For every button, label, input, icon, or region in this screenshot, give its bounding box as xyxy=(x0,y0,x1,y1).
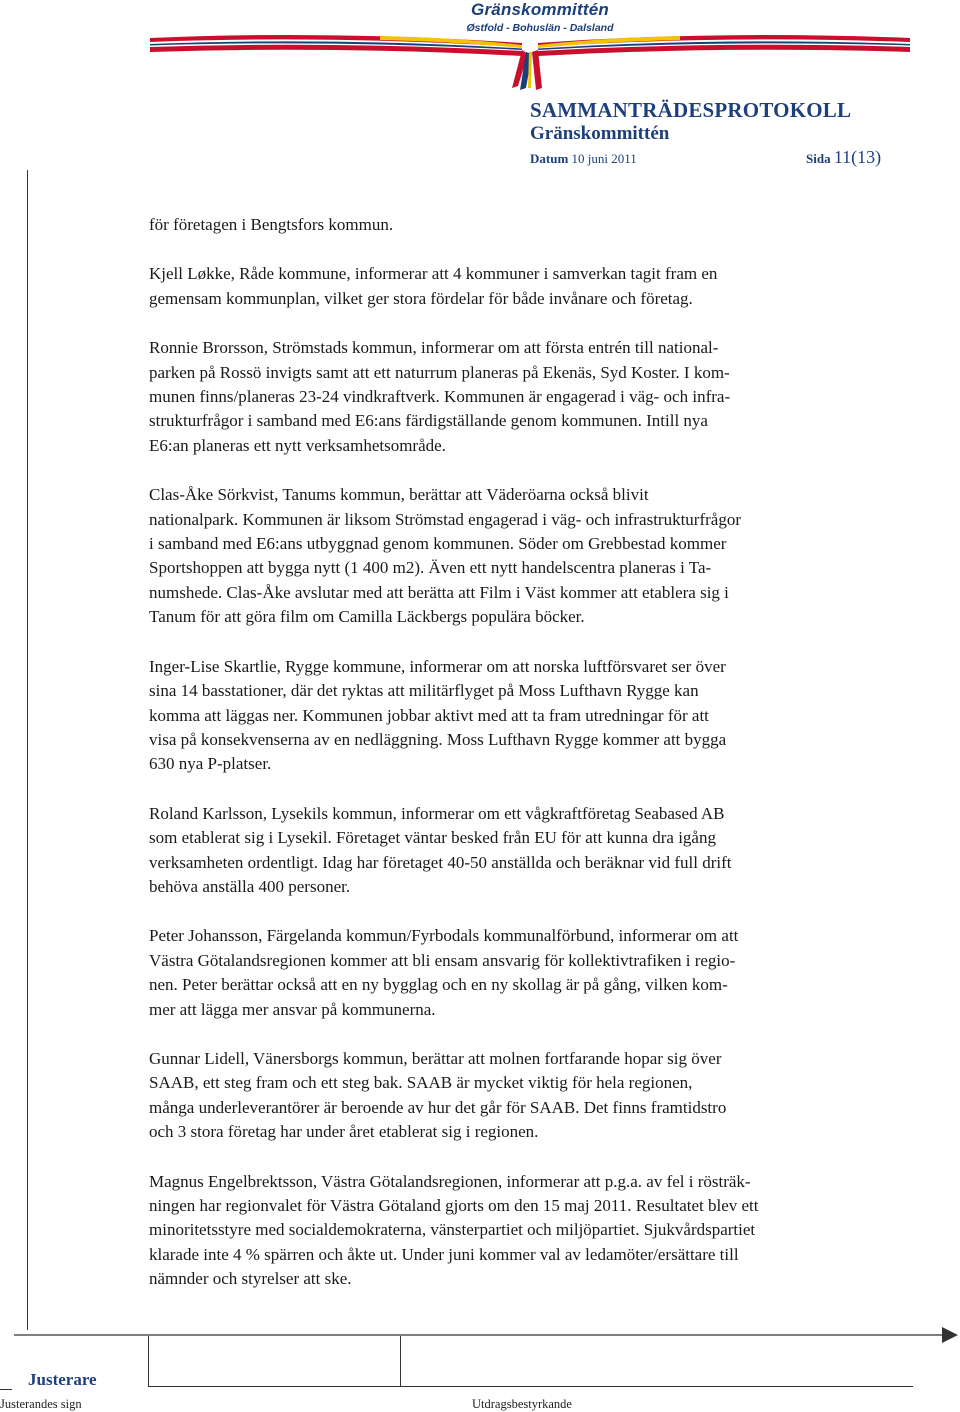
paragraph: Ronnie Brorsson, Strömstads kommun, informerar om att första entrén till national- parken på Rossö invigts samt att ett naturrum planeras på Ekenäs, Syd Koster. I kom- munen finns/planeras 23-24 vindkraftverk. Kommunen är engagerad i väg- och infra- strukturfrågor i samband med E6:ans färdigställande genom kommunen. Intill nya E6:an planeras ett nytt verksamhetsområde. xyxy=(149,338,731,455)
footer-bottom-line xyxy=(148,1386,913,1387)
paragraph: Magnus Engelbrektsson, Västra Götalandsregionen, informerar att p.g.a. av fel i rösträk- ningen har regionvalet för Västra Götaland gjorts om den 15 maj 2011. Resultatet blev ett minoritetsstyre med socialdemokraterna, vänsterpartiet och miljöpartiet. Sjukvårdspartiet klarade inte 4 % spärren och åkte ut. Under juni kommer val av ledamöter/ersättare till nämnder och styrelser att ske. xyxy=(149,1171,759,1289)
paragraph: Gunnar Lidell, Vänersborgs kommun, berättar att molnen fortfarande hopar sig över SAAB, ett steg fram och ett steg bak. SAAB är mycket viktig för hela regionen, många underleverantörer är beroende av hur det går för SAAB. Det finns framtidstro och 3 stora företag har under året etablerat sig i regionen. xyxy=(149,1048,727,1142)
paragraph: Clas-Åke Sörkvist, Tanums kommun, berättar att Väderöarna också blivit nationalpark. Kommunen är liksom Strömstad engagerad i väg- och infrastrukturfrågor i samband med E6:ans utbyggnad genom kommunen. Söder om Grebbestad kommer Sportshoppen att bygga nytt (1 400 m2). Även ett nytt handelscentra planeras i Ta- numshede. Clas-Åke avslutar med att berätta att Film i Väst kommer att etablera sig i Tanum för att göra film om Camilla Läckbergs populära böcker. xyxy=(149,485,741,627)
page-number xyxy=(806,147,881,168)
paragraph: Roland Karlsson, Lysekils kommun, informerar om ett vågkraftföretag Seabased AB som etablerat sig i Lysekil. Företaget väntar besked från EU för att kunna dra igång verksamheten ordentligt. Idag har företaget 40-50 anställda och beräknar vid full drift behöva anställa 400 personer. xyxy=(149,803,732,896)
document-title: SAMMANTRÄDESPROTOKOLL xyxy=(530,98,852,122)
page-label: Sida xyxy=(806,151,831,166)
meeting-date xyxy=(530,151,637,167)
logo-title: Gränskommittén xyxy=(471,0,609,19)
justerandes-sign-label: Justerandes sign xyxy=(0,1397,82,1411)
gransskommitten-logo xyxy=(150,0,910,95)
left-margin-line xyxy=(27,170,28,1330)
utdragsbestyrkande-label: Utdragsbestyrkande xyxy=(472,1397,572,1411)
page-value: 11(13) xyxy=(833,147,882,167)
organization-name: Gränskommittén xyxy=(530,123,670,144)
date-value: 10 juni 2011 xyxy=(571,151,637,166)
logo-subtitle: Østfold - Bohuslän - Dalsland xyxy=(466,22,614,34)
footer-divider-mid xyxy=(400,1336,401,1386)
paragraph: för företagen i Bengtsfors kommun. xyxy=(149,215,394,234)
footer-dash xyxy=(0,1389,12,1390)
footer-divider-left xyxy=(148,1336,149,1386)
minutes-body xyxy=(149,213,909,1317)
paragraph: Inger-Lise Skartlie, Rygge kommune, informerar om att norska luftförsvaret ser över sina 14 basstationer, där det ryktas att militärflyget på Moss Lufthavn Rygge kan komma att läggas ner. Kommunen jobbar aktivt med att ta fram utredningar för att visa på konsekvenserna av en nedläggning. Moss Lufthavn Rygge kommer att bygga 630 nya P-platser. xyxy=(149,656,727,774)
paragraph: Kjell Løkke, Råde kommune, informerar att 4 kommuner i samverkan tagit fram en gemensam kommunplan, vilket ger stora fördelar för både invånare och företag. xyxy=(149,264,718,308)
paragraph: Peter Johansson, Färgelanda kommun/Fyrbodals kommunalförbund, informerar om att Västra Götalandsregionen kommer att bli ensam ansvarig för kollektivtrafiken i regio- nen. Peter berättar också att en ny bygglag och en ny skollag är på gång, vilken kom- mer att lägga mer ansvar på kommunerna. xyxy=(149,926,739,1019)
justerare-label: Justerare xyxy=(28,1370,97,1389)
footer-arrow-line xyxy=(14,1325,960,1345)
date-label: Datum xyxy=(530,151,569,166)
